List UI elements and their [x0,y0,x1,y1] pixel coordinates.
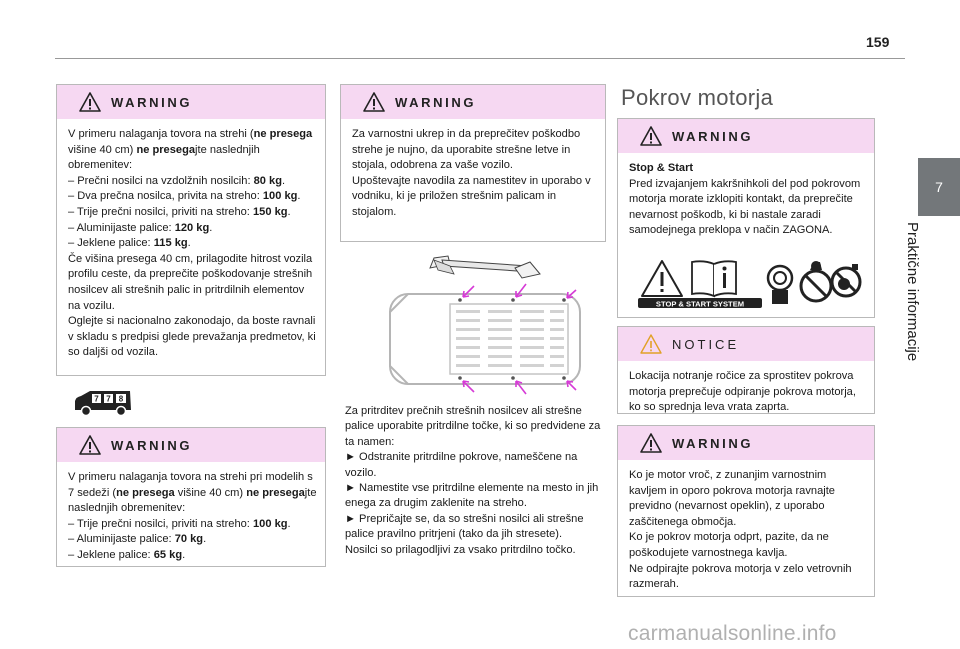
van-top-view [390,294,580,384]
warning-text: Če višina presega 40 cm, prilagodite hitrost vozila profilu ceste, da preprečite poškodovanje strešnih nosilcev ali strešnih palic in pritrdilnih elementov na vozilu. [68,252,313,312]
seat-label: 7 [94,394,99,404]
warning-text: Ne odpirajte pokrova motorja v zelo vetrovnih razmerah. [629,562,852,591]
warning-body [618,460,874,599]
warning-body [57,462,325,570]
warning-triangle-icon [640,433,662,453]
warning-header [618,426,874,460]
middle-warning-box [340,84,606,242]
warning-text: Ko je motor vroč, z zunanjim varnostnim kavljem in oporo pokrova motorja ravnajte previdno (nevarnost opeklin), z uporabo zaščitenega območja. [629,469,835,528]
warning-header [57,428,325,462]
warning-text: – Jeklene palice: 65 kg. [68,548,186,561]
warning-text: Pred izvajanjem kakršnihkoli del pod pokrovom motorja morate izklopiti kontakt, da preprečite nevarnost poškodb, ki bi nastale zaradi samodejnega preklopa v način ZAGONA. [629,177,861,237]
watermark: carmanualsonline.info [628,622,837,645]
fan-belt-icon [768,266,792,304]
text-line: V primeru nalaganja tovora na strehi (ne presega višine 40 cm) ne presegajte naslednjih obremenitev: [68,128,313,172]
warning-text: Upoštevajte navodila za namestitev in uporabo v vodniku, ki je priložen strešnim palicam in stojalom. [352,174,591,218]
warning-text: V primeru nalaganja tovora na strehi pri modelih s 7 sedeži (ne presega višine 40 cm) ne presegajte naslednjih obremenitev: [68,471,317,515]
stop-start-label: STOP & START SYSTEM [655,299,745,308]
left-warning-box-2 [56,427,326,567]
seat-label: 8 [118,394,124,404]
section-title: Pokrov motorja [621,85,774,110]
notice-triangle-icon [640,334,662,354]
no-fan-icon [832,264,860,296]
warning-body [618,153,874,241]
roof-fixing-instructions [345,404,603,558]
warning-triangle-icon [363,92,385,112]
right-warning-box-2 [617,425,875,597]
instruction-text: ► Prepričajte se, da so strešni nosilci ali strešne palice pravilno pritrjeni (tako da jih stresete). [345,512,584,541]
chapter-title [904,222,928,422]
chapter-tab[interactable]: 7 [918,158,960,216]
notice-title: NOTICE [672,336,740,352]
warning-text: – Aluminijaste palice: 70 kg. [68,533,207,546]
right-notice-box [617,326,875,414]
left-warning-box-1 [56,84,326,376]
warning-text: Oglejte si nacionalno zakonodajo, da boste ravnali v skladu s predpisi glede prevažanja predmetov, ki so daljši od vozila. [68,315,316,359]
warning-title: WARNING [672,128,754,144]
warning-header [341,85,605,119]
warning-title: WARNING [395,94,477,110]
instruction-text: Za pritrditev prečnih strešnih nosilcev ali strešne palice uporabite pritrdilne točke, ki so predvidene za ta namen: [345,405,601,448]
notice-header [618,327,874,361]
warning-text: – Jeklene palice: 115 kg. [68,237,191,250]
top-divider [55,58,905,59]
warning-text: – Aluminijaste palice: 120 kg. [68,221,213,234]
roof-bar-illustration [430,256,540,278]
warning-title: WARNING [111,94,193,110]
warning-header [57,85,325,119]
warning-text: – Prečni nosilci na vzdolžnih nosilcih: 80 kg. [68,174,286,187]
warning-subtitle: Stop & Start [629,162,694,174]
stop-start-pictograms [634,256,862,308]
warning-text: Za varnostni ukrep in da preprečitev poškodbo strehe je nujno, da uporabite strešne letve in stojala, odobrena za vaše vozilo. [352,128,581,172]
instruction-text: ► Odstranite pritrdilne pokrove, nameščene na vozilo. [345,451,578,479]
notice-text: Lokacija notranje ročice za sprostitev pokrova motorja preprečuje odpiranje pokrova motorja, ko so sprednja leva vrata zaprta. [629,370,856,414]
page-number: 159 [866,34,890,50]
warning-text [68,127,317,174]
van-seats-icon [72,388,134,418]
no-hands-icon [801,261,831,301]
warning-text: – Dva prečna nosilca, privita na streho: 100 kg. [68,190,301,203]
instruction-text: ► Namestite vse pritrdilne elemente na mesto in jih enega za drugim zaklenite na streho. [345,482,599,510]
warning-text: – Trije prečni nosilci, priviti na streho: 150 kg. [68,205,291,218]
warning-text: – Trije prečni nosilci, priviti na streho: 100 kg. [68,517,291,530]
warning-body [57,119,325,367]
right-warning-box-1 [617,118,875,318]
seat-label: 7 [106,394,111,404]
warning-title: WARNING [672,435,754,451]
warning-pictogram-icon [642,261,682,296]
chapter-title-text: Praktične informacije [904,222,921,362]
instruction-text: Nosilci so prilagodljivi za vsako pritrdilno točko. [345,543,576,556]
notice-body [618,361,874,422]
warning-triangle-icon [640,126,662,146]
warning-body [341,119,605,227]
warning-text: Ko je pokrov motorja odprt, pazite, da ne poškodujete varnostnega kavlja. [629,531,829,559]
warning-triangle-icon [79,92,101,112]
warning-triangle-icon [79,435,101,455]
warning-title: WARNING [111,437,193,453]
roof-fixing-points-illustration [350,252,600,400]
manual-book-icon [692,261,736,296]
warning-header [618,119,874,153]
